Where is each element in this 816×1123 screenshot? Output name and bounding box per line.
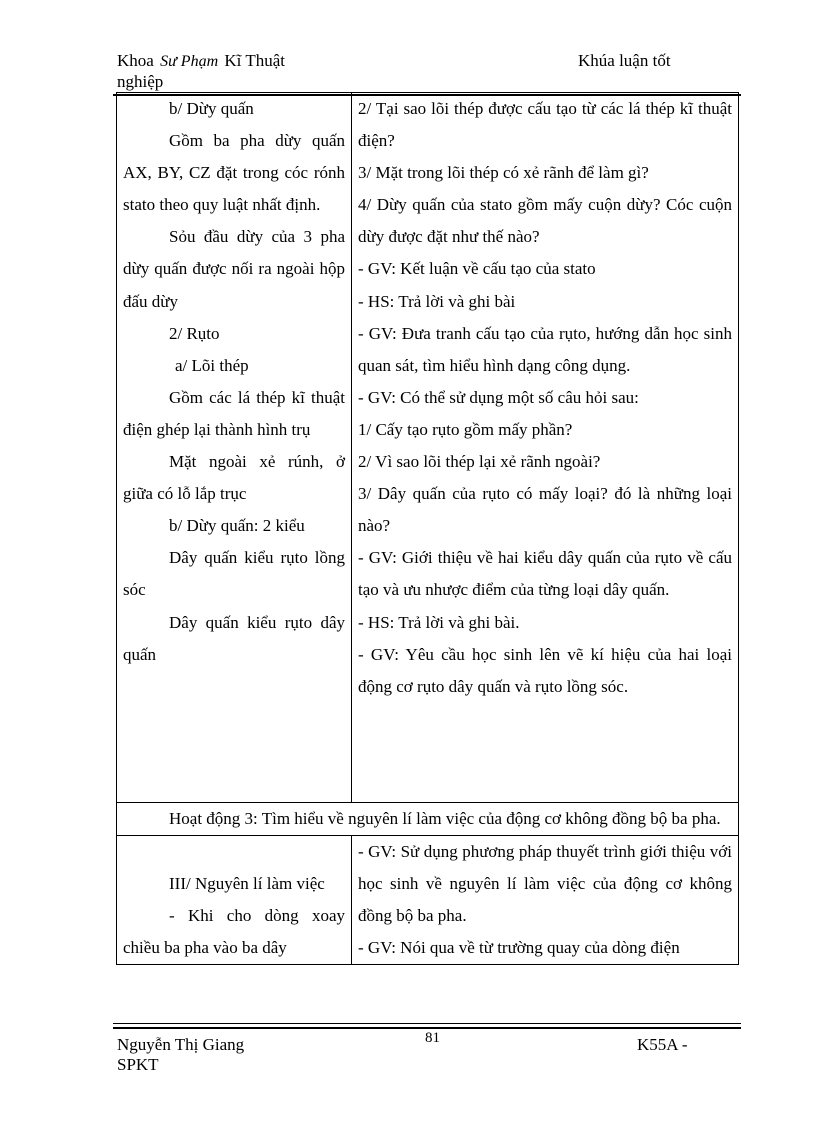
list-item: - GV: Sử dụng phương pháp thuyết trình giới thiệu với học sinh về nguyên lí làm việc của động cơ không đồng bộ ba pha. (358, 842, 732, 926)
list-item: Gồm ba pha dừy quấn AX, BY, CZ đặt trong cóc rónh stato theo quy luật nhất định. (123, 131, 345, 215)
method-column (352, 836, 739, 965)
content-column (117, 836, 352, 965)
list-item: Dây quấn kiểu rụto dây quấn (123, 612, 345, 664)
activity-heading-cell (117, 803, 739, 836)
list-item: - GV: Có thể sử dụng một số câu hỏi sau: (358, 387, 639, 407)
header-faculty: Khoa (117, 51, 154, 70)
footer-class: K55A - (637, 1035, 688, 1054)
list-item: b/ Dừy quấn: 2 kiểu (169, 516, 305, 536)
list-item: 4/ Dừy quấn của stato gồm mấy cuộn dừy? Cóc cuộn dừy được đặt như thế nào? (358, 195, 732, 247)
list-item: Gồm các lá thép kĩ thuật điện ghép lại thành hình trụ (123, 387, 345, 439)
header-faculty-rest: Kĩ Thuật (224, 51, 285, 70)
list-item: 2/ Vì sao lõi thép lại xẻ rãnh ngoài? (358, 452, 601, 472)
list-item: 2/ Tại sao lõi thép được cấu tạo từ các lá thép kĩ thuật điện? (358, 99, 732, 151)
list-item: Mặt ngoài xẻ rúnh, ở giữa có lỗ lắp trục (123, 452, 345, 504)
header-left (117, 51, 285, 91)
list-item: 2/ Rụto (169, 323, 220, 343)
list-item: - HS: Trả lời và ghi bài (358, 291, 516, 311)
list-item: III/ Nguyên lí làm việc (169, 874, 325, 894)
header-wrap: nghiệp (117, 72, 164, 91)
header-title: Khúa luận tốt (578, 51, 671, 70)
lesson-table (116, 92, 739, 965)
footer-author-name: Nguyễn Thị Giang (117, 1035, 245, 1054)
list-item: b/ Dừy quấn (169, 99, 254, 118)
footer-author (117, 1035, 244, 1075)
page-number: 81 (425, 1030, 440, 1046)
list-item: - GV: Đưa tranh cấu tạo của rụto, hướng dẫn học sinh quan sát, tìm hiểu hình dạng công dụng. (358, 323, 732, 375)
activity-heading: Hoạt động 3: Tìm hiểu về nguyên lí làm việc của động cơ không đồng bộ ba pha. (169, 809, 721, 828)
list-item: 1/ Cấy tạo rụto gồm mấy phần? (358, 419, 573, 439)
content-column (117, 93, 352, 803)
list-item: - GV: Nói qua về từ trường quay của dòng điện (358, 938, 680, 958)
table-row (117, 836, 739, 965)
footer-rule-thick (113, 1027, 741, 1029)
list-item: - HS: Trả lời và ghi bài. (358, 612, 520, 632)
footer-rule (113, 1023, 741, 1024)
method-column (352, 93, 739, 803)
footer-author-wrap: SPKT (117, 1055, 159, 1074)
list-item: Sỏu đầu dừy của 3 pha dừy quấn được nối ra ngoài hộp đấu dừy (123, 227, 345, 311)
list-item: 3/ Dây quấn của rụto có mấy loại? đó là những loại nào? (358, 484, 732, 536)
list-item: - Khi cho dòng xoay chiều ba pha vào ba dây (123, 906, 345, 958)
list-item: a/ Lõi thép (175, 355, 249, 375)
list-item: - GV: Kết luận về cấu tạo của stato (358, 259, 596, 279)
list-item: 3/ Mặt trong lõi thép có xẻ rãnh để làm gì? (358, 163, 649, 183)
table-row (117, 93, 739, 803)
list-item: - GV: Giới thiệu về hai kiểu dây quấn của rụto về cấu tạo và ưu nhược điểm của từng loại dây quấn. (358, 548, 732, 600)
header-script-logo: Sư Phạm (160, 53, 219, 70)
list-item: - GV: Yêu cầu học sinh lên vẽ kí hiệu của hai loại động cơ rụto dây quấn và rụto lồng sóc. (358, 644, 732, 696)
list-item: Dây quấn kiểu rụto lồng sóc (123, 548, 345, 600)
table-row (117, 803, 739, 836)
